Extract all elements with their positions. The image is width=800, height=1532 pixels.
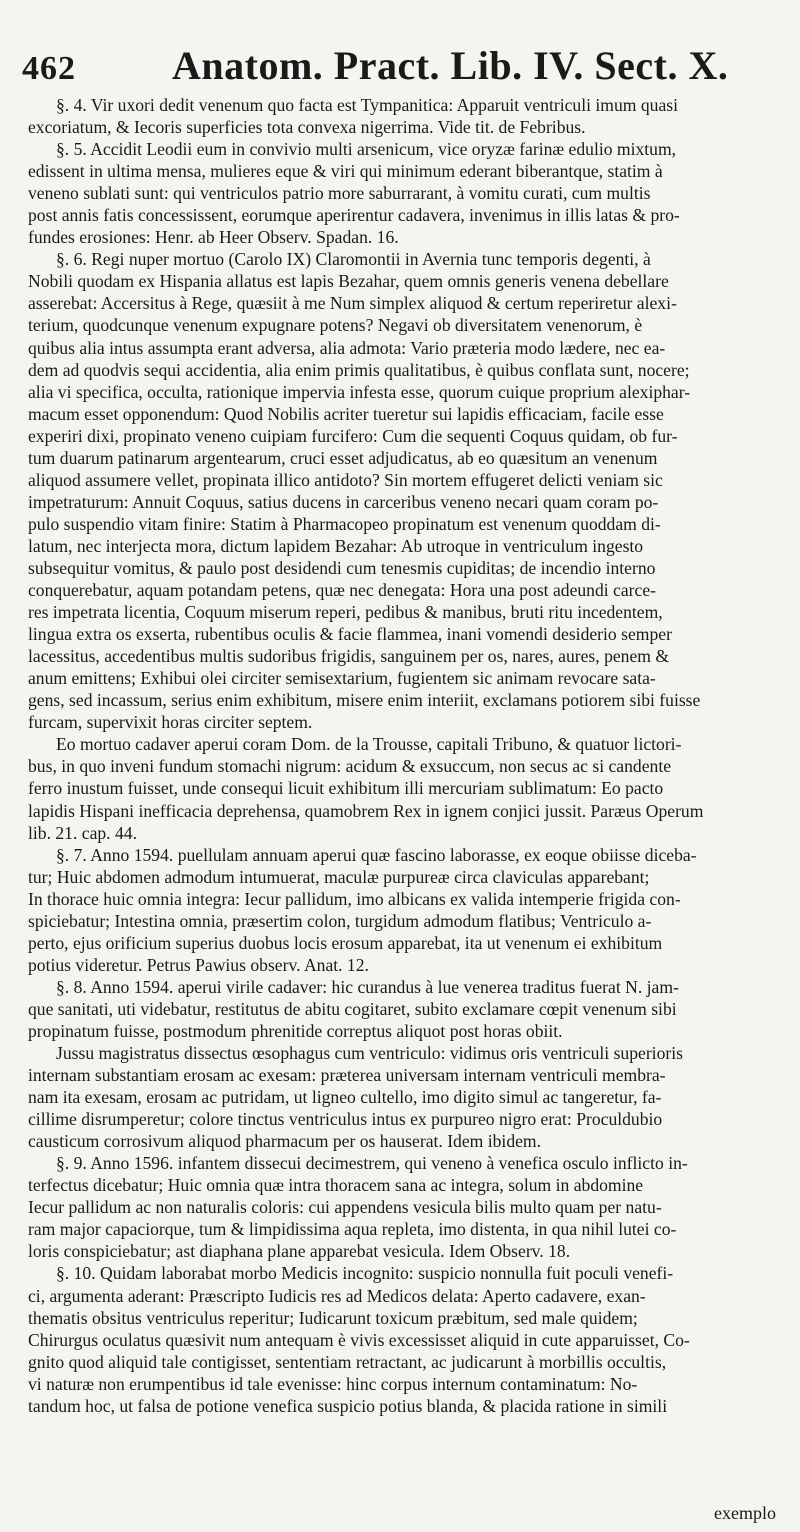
text-line: §. 6. Regi nuper mortuo (Carolo IX) Claromontii in Avernia tunc temporis degenti, à xyxy=(56,249,651,270)
paragraph-s6 xyxy=(28,248,776,733)
text-line: fundes erosiones: Henr. ab Heer Observ. Spadan. 16. xyxy=(28,227,399,248)
text-line: subsequitur vomitus, & paulo post desidendi cum tenesmis cupiditas; de incendio interno xyxy=(28,557,656,578)
text-line: potius videretur. Petrus Pawius observ. Anat. 12. xyxy=(28,954,369,975)
text-line: Jussu magistratus dissectus œsophagus cum ventriculo: vidimus oris ventriculi superioris xyxy=(56,1043,683,1064)
text-line: gens, sed incassum, serius enim exhibitum, misere enim interiit, exclamans potiorem sibi fuisse xyxy=(28,690,701,711)
text-line: quibus alia intus assumpta erant adversa, alia admota: Vario præteria modo lædere, nec ea- xyxy=(28,337,666,358)
text-line: spiciebatur; Intestina omnia, præsertim colon, turgidum admodum flatibus; Ventriculo a- xyxy=(28,910,652,931)
text-line: lib. 21. cap. 44. xyxy=(28,822,137,843)
text-line: que sanitati, uti videbatur, restitutus de abitu cogitaret, subito exclamare cœpit venenum sibi xyxy=(28,998,677,1019)
text-line: vi naturæ non erumpentibus id tale evenisse: hinc corpus internum contaminatum: No- xyxy=(28,1373,638,1394)
text-line: §. 7. Anno 1594. puellulam annuam aperui quæ fascino laborasse, ex eoque obiisse diceba- xyxy=(56,844,697,865)
text-line: propinatum fuisse, postmodum phrenitide correptus aliquot post horas obiit. xyxy=(28,1020,563,1041)
text-line: thematis obsitus ventriculus reperitur; Iudicarunt toxicum præbitum, sed male quidem; xyxy=(28,1307,638,1328)
text-line: terfectus dicebatur; Huic omnia quæ intra thoracem sana ac integra, solum in abdomine xyxy=(28,1175,644,1196)
text-line: Chirurgus oculatus quæsivit num antequam è vivis excessisset aliquid in cute apparuisset, Co- xyxy=(28,1329,690,1350)
text-line: internam substantiam erosam ac exesam: præterea universam internam ventriculi membra- xyxy=(28,1065,666,1086)
text-line: Eo mortuo cadaver aperui coram Dom. de la Trousse, capitali Tribuno, & quatuor lictori- xyxy=(56,734,682,755)
text-line: perto, ejus orificium superius duobus locis erosum apparebat, ita ut venenum ei exhibitum xyxy=(28,932,663,953)
text-line: alia vi specifica, occulta, rationique impervia infesta esse, quorum cuique proprium alexiphar- xyxy=(28,381,691,402)
text-line: ci, argumenta aderant: Præscripto Iudicis res ad Medicos delata: Aperto cadavere, exan- xyxy=(28,1285,646,1306)
paragraph-s6b xyxy=(28,733,776,843)
text-line: ferro inustum fuisset, unde consequi licuit exhibitum illi mercuriam sublimatum: Eo pacto xyxy=(28,778,664,799)
text-line: lapidis Hispani inefficacia deprehensa, quamobrem Rex in ignem conjici jussit. Paræus Operum xyxy=(28,800,704,821)
paragraph-s9 xyxy=(28,1152,776,1262)
text-line: veneno sublati sunt: qui ventriculos patrio more saburrarant, à vomitu curati, cum multis xyxy=(28,183,651,204)
text-line: causticum corrosivum aliquod pharmacum per os hauserat. Idem ibidem. xyxy=(28,1131,542,1152)
text-line: §. 8. Anno 1594. aperui virile cadaver: hic curandus à lue venerea traditus fuerat N. jam- xyxy=(56,976,679,997)
text-line: pulo suspendio vitam finire: Statim à Pharmacopeo propinatum est venenum quoddam di- xyxy=(28,513,661,534)
page-number: 462 xyxy=(22,50,76,87)
paragraph-s7 xyxy=(28,844,776,976)
paragraph-s8 xyxy=(28,976,776,1042)
text-line: tandum hoc, ut falsa de potione venefica suspicio potius blanda, & placida ratione in simili xyxy=(28,1395,668,1416)
text-line: cillime disrumperetur; colore tinctus ventriculus intus ex purpureo nigro erat: Proculdubio xyxy=(28,1109,663,1130)
text-line: Iecur pallidum ac non naturalis coloris: cui appendens vesicula bilis multo quam per natu- xyxy=(28,1197,662,1218)
text-line: anum emittens; Exhibui olei circiter semisextarium, fugientem sic animam revocare sata- xyxy=(28,668,656,689)
text-line: impetraturum: Annuit Coquus, satius ducens in carceribus veneno necari quam coram po- xyxy=(28,491,659,512)
text-line: dem ad quodvis sequi accidentia, alia enim primis qualitatibus, è quibus conflata sunt, nocere; xyxy=(28,359,690,380)
catchword: exemplo xyxy=(714,1503,776,1523)
paragraph-s8b xyxy=(28,1042,776,1152)
text-line: post annis fatis concessissent, eorumque aperirentur cadavera, invenimus in illis latas & pro- xyxy=(28,205,680,226)
paragraph-s10 xyxy=(28,1262,776,1416)
text-line: loris conspiciebatur; ast diaphana plane apparebat vesicula. Idem Observ. 18. xyxy=(28,1241,571,1262)
text-line: Nobili quodam ex Hispania allatus est lapis Bezahar, quem omnis generis venena debellare xyxy=(28,271,669,292)
text-line: gnito quod aliquid tale contigisset, sententiam retractant, ac judicarunt à morbillis occultis, xyxy=(28,1351,667,1372)
text-line: lingua extra os exserta, rubentibus oculis & facie flammea, inani vomendi desiderio semper xyxy=(28,624,672,645)
text-line: edissent in ultima mensa, mulieres eque & viri qui minimum ederant biberantque, statim à xyxy=(28,161,663,182)
text-line: §. 5. Accidit Leodii eum in convivio multi arsenicum, vice oryzæ farinæ edulio mixtum, xyxy=(56,139,677,160)
text-line: bus, in quo inveni fundum stomachi nigrum: acidum & exsuccum, non secus ac si candente xyxy=(28,756,672,777)
text-line: §. 4. Vir uxori dedit venenum quo facta est Tympanitica: Apparuit ventriculi imum quasi xyxy=(56,95,678,115)
text-line: §. 10. Quidam laborabat morbo Medicis incognito: suspicio nonnulla fuit poculi venefi- xyxy=(56,1263,674,1284)
text-line: res impetrata licentia, Coquum miserum reperi, pedibus & manibus, bruti ritu incedentem, xyxy=(28,602,663,623)
text-line: experiri dixi, propinato veneno cuipiam furcifero: Cum die sequenti Coquus quidam, ob fur- xyxy=(28,425,678,446)
page-body xyxy=(28,94,776,1526)
text-line: lacessitus, accedentibus multis sudoribus frigidis, sanguinem per os, nares, aures, penem & xyxy=(28,646,670,667)
text-line: nam ita exesam, erosam ac putridam, ut ligneo cultello, imo digito simul ac tangeretur, fa- xyxy=(28,1087,662,1108)
text-line: asserebat: Accersitus à Rege, quæsiit à me Num simplex aliquod & certum reperiretur alexi- xyxy=(28,293,677,314)
text-line: tur; Huic abdomen admodum intumuerat, maculæ purpureæ circa claviculas apparebant; xyxy=(28,866,650,887)
text-line: conquerebatur, aquam potandam petens, quæ nec denegata: Hora una post adeundi carce- xyxy=(28,580,657,601)
paragraph-s4 xyxy=(28,94,776,138)
running-head: Anatom. Pract. Lib. IV. Sect. X. xyxy=(172,43,729,88)
text-line: terium, quodcunque venenum expugnare potens? Negavi ob diversitatem venenorum, è xyxy=(28,315,643,336)
paragraph-s5 xyxy=(28,138,776,248)
page-header xyxy=(22,42,780,94)
text-line: §. 9. Anno 1596. infantem dissecui decimestrem, qui veneno à venefica osculo inflicto in- xyxy=(56,1153,688,1174)
text-line: tum duarum patinarum argentearum, cruci esset adjudicatus, ab eo quæsitum an venenum xyxy=(28,447,658,468)
text-line: furcam, supervixit horas circiter septem. xyxy=(28,712,313,733)
text-line: latum, nec interjecta mora, dictum lapidem Bezahar: Ab utroque in ventriculum ingesto xyxy=(28,535,644,556)
text-line: excoriatum, & Iecoris superficies tota convexa nigerrima. Vide tit. de Febribus. xyxy=(28,117,586,138)
text-line: In thorace huic omnia integra: Iecur pallidum, imo albicans ex valida intemperie frigida con- xyxy=(28,888,681,909)
text-line: aliquod assumere vellet, propinata illico antidoto? Sin mortem effugeret delicti veniam sic xyxy=(28,469,663,490)
text-line: ram major capaciorque, tum & limpidissima aqua repleta, imo distenta, in qua nihil lutei co- xyxy=(28,1219,677,1240)
text-line: macum esset opponendum: Quod Nobilis acriter tueretur sui lapidis efficaciam, facile esse xyxy=(28,403,664,424)
